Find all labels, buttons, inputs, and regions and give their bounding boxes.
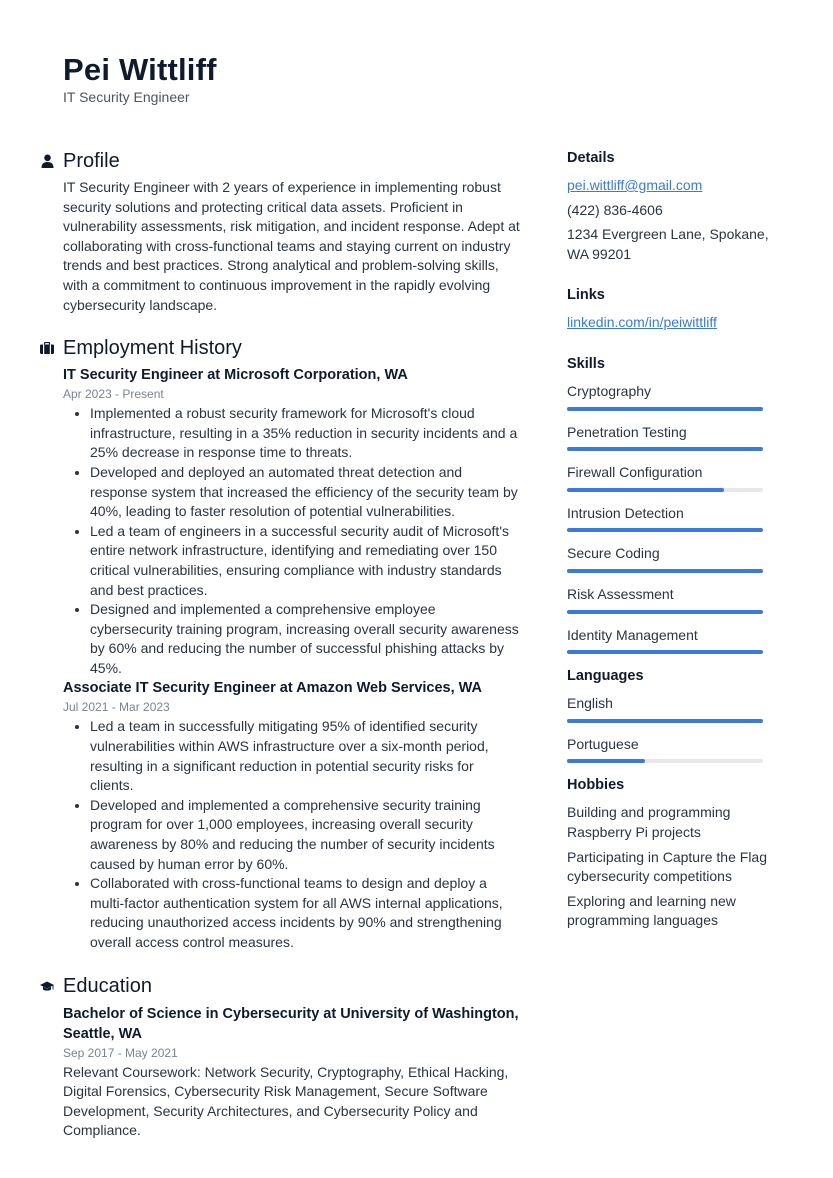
skill-level-bar xyxy=(567,569,763,573)
details-heading: Details xyxy=(567,150,615,166)
skill-name: Firewall Configuration xyxy=(567,464,703,481)
candidate-name: Pei Wittliff xyxy=(63,52,217,87)
job-bullets xyxy=(63,717,520,952)
job-entry xyxy=(63,678,520,952)
graduation-cap-icon xyxy=(40,980,54,994)
skill-level-fill xyxy=(567,569,763,573)
skill-level-bar xyxy=(567,447,763,451)
education-heading-row xyxy=(40,974,520,1000)
skill-level-fill xyxy=(567,447,763,451)
skill-name: Risk Assessment xyxy=(567,585,674,602)
address: 1234 Evergreen Lane, Spokane, WA 99201 xyxy=(567,226,769,262)
hobbies-heading: Hobbies xyxy=(567,777,625,794)
job-bullet: • Collaborated with cross-functional teams to design and deploy a multi-factor authentication system for all AWS internal applications, reducing unauthorized access incidents by 90% and strengthening overall access control measures. xyxy=(90,874,520,952)
job-entry xyxy=(63,365,520,678)
linkedin-link[interactable]: linkedin.com/in/peiwittliff xyxy=(567,314,717,331)
skill-item xyxy=(567,463,782,492)
job-title: Associate IT Security Engineer at Amazon Web Services, WA xyxy=(63,680,483,697)
skill-level-bar xyxy=(567,488,763,492)
links-heading: Links xyxy=(567,287,605,304)
language-item xyxy=(567,735,782,764)
profile-heading-row xyxy=(40,148,520,174)
skill-item xyxy=(567,544,782,573)
skill-level-fill xyxy=(567,488,724,492)
main-column xyxy=(40,148,520,1141)
language-level-fill xyxy=(567,759,645,763)
skill-name: Cryptography xyxy=(567,382,652,399)
skill-name: Penetration Testing xyxy=(567,423,687,440)
skill-name: Identity Management xyxy=(567,626,698,643)
language-name: English xyxy=(567,695,613,712)
job-bullet: • Led a team of engineers in a successful security audit of Microsoft's entire network infrastructure, identifying and remediating over 150 critical vulnerabilities, ensuring compliance with industry standards and best practices. xyxy=(90,522,520,600)
job-bullet: • Designed and implemented a comprehensive employee cybersecurity training program, increasing overall security awareness by 60% and reducing the number of successful phishing attacks by 45%. xyxy=(90,600,520,678)
job-dates: Jul 2021 - Mar 2023 xyxy=(63,700,170,715)
skill-level-fill xyxy=(567,407,763,411)
employment-section xyxy=(40,335,520,952)
person-icon xyxy=(40,154,54,168)
employment-heading: Employment History xyxy=(63,336,242,359)
details-section xyxy=(567,148,782,264)
hobby-item: Building and programming Raspberry Pi projects xyxy=(567,804,731,840)
language-level-bar xyxy=(567,759,763,763)
language-item xyxy=(567,694,782,723)
skills-section xyxy=(567,354,782,654)
skill-item xyxy=(567,382,782,411)
education-description: Relevant Coursework: Network Security, Cryptography, Ethical Hacking, Digital Forensics, Cybersecurity Risk Management, Secure Software Development, Security Architectures, and Cybersecurity Policy and Compliance. xyxy=(63,1063,509,1139)
hobby-item: Participating in Capture the Flag cybersecurity competitions xyxy=(567,848,767,885)
degree-dates: Sep 2017 - May 2021 xyxy=(63,1045,178,1060)
employment-heading-row xyxy=(40,335,520,361)
job-bullet: • Implemented a robust security framework for Microsoft's cloud infrastructure, resulting in a 35% reduction in security incidents and a 25% decrease in response time to threats. xyxy=(90,404,520,463)
job-bullet: • Led a team in successfully mitigating 95% of identified security vulnerabilities within AWS infrastructure over a six-month period, resulting in a significant reduction in potential security risks for clients. xyxy=(90,717,520,795)
skill-level-bar xyxy=(567,407,763,411)
phone-number: (422) 836-4606 xyxy=(567,201,663,218)
degree-title: Bachelor of Science in Cybersecurity at University of Washington, Seattle, WA xyxy=(63,1005,519,1042)
education-section xyxy=(40,974,520,1141)
skill-level-bar xyxy=(567,610,763,614)
profile-section xyxy=(40,148,520,315)
email-link[interactable]: pei.wittliff@gmail.com xyxy=(567,177,703,193)
languages-heading: Languages xyxy=(567,668,644,685)
candidate-title: IT Security Engineer xyxy=(63,89,190,105)
skill-level-fill xyxy=(567,610,763,614)
language-name: Portuguese xyxy=(567,735,639,752)
hobby-item: Exploring and learning new programming languages xyxy=(567,892,736,929)
language-level-bar xyxy=(567,719,763,723)
skills-heading: Skills xyxy=(567,355,605,372)
skill-name: Secure Coding xyxy=(567,545,660,562)
profile-heading: Profile xyxy=(63,149,120,172)
job-bullet: • Developed and deployed an automated threat detection and response system that increased the efficiency of the security team by 40%, leading to faster resolution of potential vulnerabilities. xyxy=(90,463,520,522)
education-heading: Education xyxy=(63,975,152,998)
resume-header xyxy=(63,52,217,106)
job-dates: Apr 2023 - Present xyxy=(63,387,164,402)
job-bullets xyxy=(63,404,520,678)
profile-summary: IT Security Engineer with 2 years of experience in implementing robust security solutions and protecting critical data assets. Proficient in vulnerability assessments, risk mitigation, and incident response. Adept at collaborating with cross-functional teams and staying current on industry trends and best practices. Strong analytical and problem-solving skills, with a commitment to continuous improvement in the rapidly evolving cybersecurity landscape. xyxy=(63,179,520,313)
skill-item xyxy=(567,626,782,655)
hobbies-section xyxy=(567,775,782,931)
skill-item xyxy=(567,423,782,452)
skill-level-bar xyxy=(567,650,763,654)
skill-item xyxy=(567,504,782,533)
skill-name: Intrusion Detection xyxy=(567,504,684,521)
links-section xyxy=(567,285,782,333)
job-bullet: • Developed and implemented a comprehensive security training program for over 1,000 employees, increasing overall security awareness by 80% and reducing the number of security incidents caused by human error by 60%. xyxy=(90,796,520,874)
skill-level-fill xyxy=(567,528,763,532)
language-level-fill xyxy=(567,719,763,723)
skill-level-fill xyxy=(567,650,763,654)
job-title: IT Security Engineer at Microsoft Corporation, WA xyxy=(63,367,408,384)
skill-level-bar xyxy=(567,528,763,532)
briefcase-icon xyxy=(40,341,54,355)
skill-item xyxy=(567,585,782,614)
languages-section xyxy=(567,666,782,763)
sidebar-column xyxy=(567,148,782,931)
